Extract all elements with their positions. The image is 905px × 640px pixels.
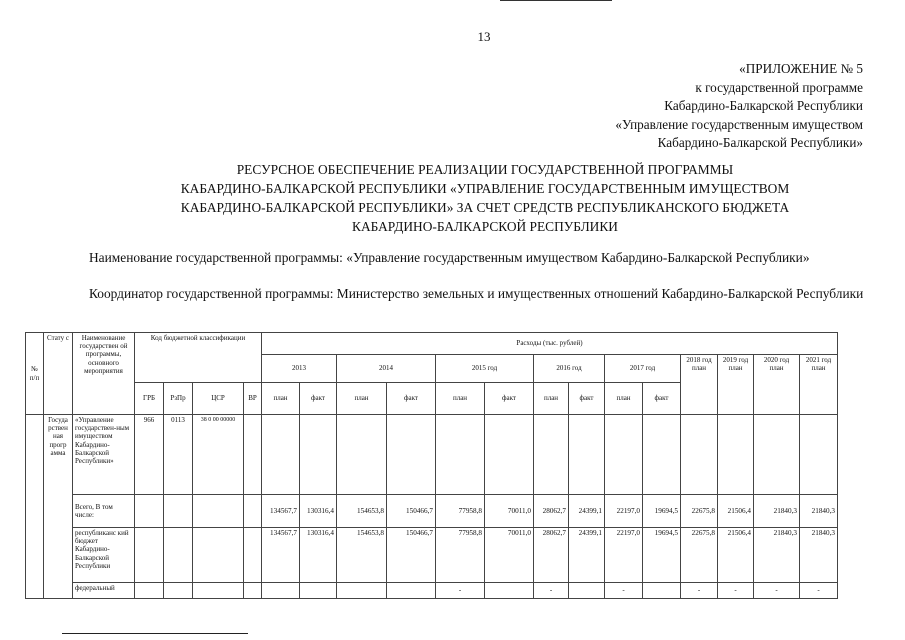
cell-value: - — [681, 583, 718, 599]
cell-value: 22675,8 — [681, 495, 718, 528]
resource-table — [25, 332, 838, 599]
cell-value — [262, 583, 300, 599]
cell-value: - — [534, 583, 569, 599]
col-header-csr: ЦСР — [193, 383, 244, 415]
cell-value: 150466,7 — [387, 495, 436, 528]
cell-value: 134567,7 — [262, 528, 300, 583]
col-header-2018: 2018 год план — [681, 355, 718, 415]
table-row-total — [26, 495, 838, 528]
col-header-fact: факт — [387, 383, 436, 415]
cell-value: 21506,4 — [718, 495, 754, 528]
col-header-fact: факт — [643, 383, 681, 415]
appendix-header — [615, 60, 863, 153]
footnote-rule — [62, 633, 248, 634]
cell-row-label: республиканс кий бюджет Кабардино-Балкарской Республики — [73, 528, 135, 583]
col-header-2019: 2019 год план — [718, 355, 754, 415]
cell-value: 21840,3 — [754, 528, 800, 583]
cell-value: 70011,0 — [485, 495, 534, 528]
title-line-4: КАБАРДИНО-БАЛКАРСКОЙ РЕСПУБЛИКИ — [352, 219, 618, 234]
program-coordinator: Координатор государственной программы: Министерство земельных и имущественных отношений Кабардино-Балкарской Республики — [89, 286, 864, 301]
cell-grb: 966 — [135, 415, 164, 495]
cell-row-label: федеральный — [73, 583, 135, 599]
col-header-2017: 2017 год — [605, 355, 681, 383]
cell-value: - — [436, 583, 485, 599]
cell-value: - — [800, 583, 838, 599]
table-row-republican-budget — [26, 528, 838, 583]
cell-value — [300, 583, 337, 599]
cell-number — [26, 415, 44, 599]
col-header-budget-code: Код бюджетной классификации — [135, 333, 262, 383]
cell-value: 77958,8 — [436, 528, 485, 583]
cell-value: 130316,4 — [300, 495, 337, 528]
table-row-federal — [26, 583, 838, 599]
program-name: Наименование государственной программы: «Управление государственным имуществом Кабардино-Балкарской Республики» — [89, 250, 810, 265]
cell-csr: 38 0 00 00000 — [193, 415, 244, 495]
cell-program-name: «Управление государствен-ным имуществом Кабардино-Балкарской Республики» — [73, 415, 135, 495]
col-header-rzpr: РзПр — [164, 383, 193, 415]
appendix-line-1: «ПРИЛОЖЕНИЕ № 5 — [739, 61, 863, 76]
cell-value: 28062,7 — [534, 495, 569, 528]
cell-value — [569, 583, 605, 599]
appendix-line-2: к государственной программе — [695, 79, 863, 95]
cell-value: 150466,7 — [387, 528, 436, 583]
appendix-line-5: Кабардино-Балкарской Республики» — [657, 135, 863, 151]
col-header-number: № п/п — [26, 333, 44, 415]
title-line-1: РЕСУРСНОЕ ОБЕСПЕЧЕНИЕ РЕАЛИЗАЦИИ ГОСУДАРСТВЕННОЙ ПРОГРАММЫ — [236, 162, 734, 177]
top-rule — [500, 0, 612, 1]
col-header-plan: план — [605, 383, 643, 415]
col-header-fact: факт — [300, 383, 337, 415]
col-header-vr: ВР — [244, 383, 262, 415]
col-header-2013: 2013 — [262, 355, 337, 383]
col-header-plan: план — [436, 383, 485, 415]
cell-value: - — [718, 583, 754, 599]
cell-value: 22197,0 — [605, 495, 643, 528]
cell-value: 21506,4 — [718, 528, 754, 583]
cell-value: - — [605, 583, 643, 599]
col-header-2016: 2016 год — [534, 355, 605, 383]
cell-value: 19694,5 — [643, 528, 681, 583]
page-number: 13 — [477, 29, 491, 44]
title-line-3: КАБАРДИНО-БАЛКАРСКОЙ РЕСПУБЛИКИ» ЗА СЧЕТ СРЕДСТВ РЕСПУБЛИКАНСКОГО БЮДЖЕТА — [180, 200, 790, 215]
col-header-2020: 2020 год план — [754, 355, 800, 415]
document-title — [100, 160, 870, 236]
cell-value: 154653,8 — [337, 495, 387, 528]
col-header-fact: факт — [569, 383, 605, 415]
col-header-plan: план — [262, 383, 300, 415]
col-header-expenses: Расходы (тыс. рублей) — [262, 333, 838, 355]
cell-row-label: Всего, В том числе: — [73, 495, 135, 528]
cell-value: 134567,7 — [262, 495, 300, 528]
cell-value: 24399,1 — [569, 528, 605, 583]
cell-value — [337, 583, 387, 599]
cell-vr — [244, 415, 262, 495]
cell-value: 22675,8 — [681, 528, 718, 583]
col-header-2015: 2015 год — [436, 355, 534, 383]
cell-value: 70011,0 — [485, 528, 534, 583]
cell-value: 21840,3 — [800, 495, 838, 528]
cell-value: 28062,7 — [534, 528, 569, 583]
appendix-line-4: «Управление государственным имуществом — [615, 116, 863, 132]
cell-status: Госуда рствен ная прогр амма — [44, 415, 73, 599]
title-line-2: КАБАРДИНО-БАЛКАРСКОЙ РЕСПУБЛИКИ «УПРАВЛЕНИЕ ГОСУДАРСТВЕННЫМ ИМУЩЕСТВОМ — [180, 181, 790, 196]
cell-value — [643, 583, 681, 599]
col-header-fact: факт — [485, 383, 534, 415]
cell-value — [387, 583, 436, 599]
cell-value: - — [754, 583, 800, 599]
cell-value — [485, 583, 534, 599]
cell-value: 21840,3 — [800, 528, 838, 583]
cell-value: 130316,4 — [300, 528, 337, 583]
col-header-plan: план — [337, 383, 387, 415]
col-header-2021: 2021 год план — [800, 355, 838, 415]
cell-rzpr: 0113 — [164, 415, 193, 495]
cell-value: 24399,1 — [569, 495, 605, 528]
cell-value: 22197,0 — [605, 528, 643, 583]
cell-value: 21840,3 — [754, 495, 800, 528]
col-header-plan: план — [534, 383, 569, 415]
col-header-2014: 2014 — [337, 355, 436, 383]
appendix-line-3: Кабардино-Балкарской Республики — [664, 98, 863, 114]
col-header-status: Стату с — [44, 333, 73, 415]
cell-value: 77958,8 — [436, 495, 485, 528]
col-header-name: Наименование государствен ой программы, основного мероприятия — [73, 333, 135, 415]
cell-value: 19694,5 — [643, 495, 681, 528]
cell-value: 154653,8 — [337, 528, 387, 583]
col-header-grb: ГРБ — [135, 383, 164, 415]
